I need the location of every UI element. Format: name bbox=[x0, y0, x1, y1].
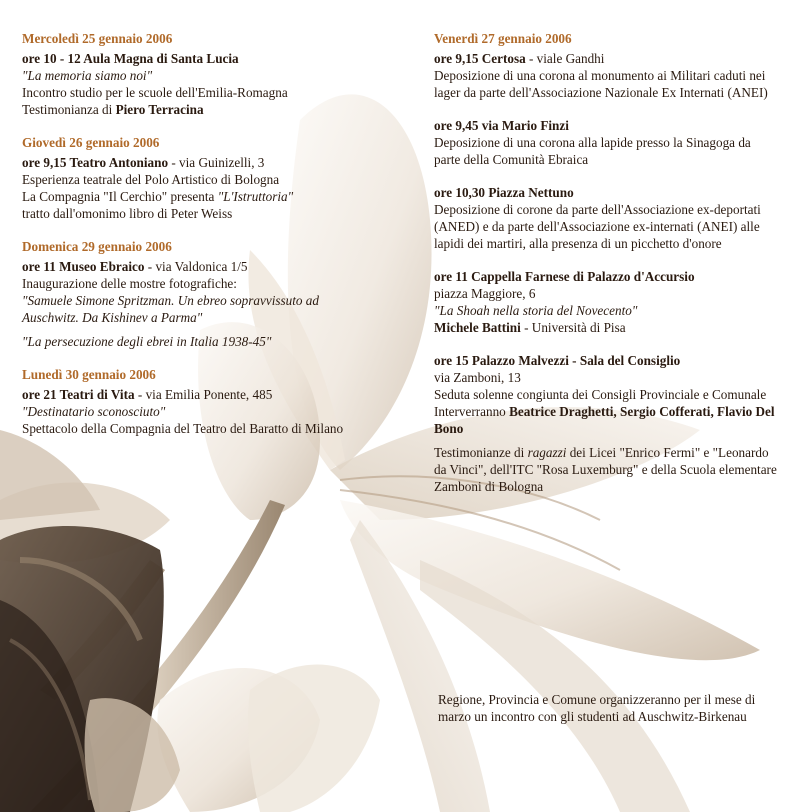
event-heading bbox=[434, 268, 779, 285]
event-time-venue: ore 9,15 Certosa bbox=[434, 51, 526, 66]
speaker-name: Beatrice Draghetti, Sergio Cofferati, Flavio Del Bono bbox=[434, 404, 775, 436]
event-detail bbox=[434, 403, 779, 437]
italic-title: "L'Istruttoria" bbox=[217, 189, 294, 204]
day-block bbox=[22, 366, 362, 437]
event-time-venue: ore 10 - 12 Aula Magna di Santa Lucia bbox=[22, 51, 239, 66]
speaker-name: Michele Battini bbox=[434, 320, 521, 335]
event-heading bbox=[22, 386, 362, 403]
event-time-venue: ore 9,15 Teatro Antoniano bbox=[22, 155, 169, 170]
event-detail: Deposizione di una corona al monumento ai Militari caduti nei lager da parte dell'Associazione Nazionale Ex Internati (ANEI) bbox=[434, 68, 768, 100]
event bbox=[22, 154, 362, 222]
event bbox=[22, 258, 362, 350]
event-time-venue: ore 9,45 via Mario Finzi bbox=[434, 118, 569, 133]
event-address: - via Guinizelli, 3 bbox=[168, 155, 265, 170]
event-time-venue: ore 11 Cappella Farnese di Palazzo d'Accursio bbox=[434, 269, 695, 284]
event-detail: Inaugurazione delle mostre fotografiche: bbox=[22, 276, 237, 291]
event-heading bbox=[22, 50, 362, 67]
detail-text: La Compagnia "Il Cerchio" presenta bbox=[22, 189, 218, 204]
event-heading bbox=[434, 117, 779, 134]
event-address: - viale Gandhi bbox=[525, 51, 605, 66]
day-date: Lunedì 30 gennaio 2006 bbox=[22, 367, 156, 382]
event-heading bbox=[434, 352, 779, 369]
day-block bbox=[22, 134, 362, 222]
event-detail: "La memoria siamo noi" bbox=[22, 68, 153, 83]
event-detail: Deposizione di una corona alla lapide presso la Sinagoga da parte della Comunità Ebraica bbox=[434, 135, 751, 167]
day-date: Venerdì 27 gennaio 2006 bbox=[434, 31, 572, 46]
event-detail: Spettacolo della Compagnia del Teatro del Baratto di Milano bbox=[22, 421, 344, 436]
event bbox=[434, 352, 779, 495]
event-heading bbox=[22, 154, 362, 171]
event-detail bbox=[434, 319, 779, 336]
detail-text: Interverranno bbox=[434, 404, 510, 419]
day-date: Domenica 29 gennaio 2006 bbox=[22, 239, 172, 254]
event-time-venue: ore 15 Palazzo Malvezzi - Sala del Consiglio bbox=[434, 353, 681, 368]
right-column bbox=[434, 30, 779, 511]
event-detail bbox=[22, 188, 362, 205]
event-detail: "Destinatario sconosciuto" bbox=[22, 404, 166, 419]
event-heading bbox=[434, 184, 779, 201]
event-address: - via Emilia Ponente, 485 bbox=[134, 387, 273, 402]
event-detail bbox=[434, 444, 779, 495]
event-detail bbox=[22, 101, 362, 118]
day-block bbox=[434, 30, 779, 495]
event-time-venue: ore 10,30 Piazza Nettuno bbox=[434, 185, 574, 200]
event-detail: "Samuele Simone Spritzman. Un ebreo sopravvissuto ad Auschwitz. Da Kishinev a Parma" bbox=[22, 293, 319, 325]
event bbox=[434, 117, 779, 168]
footer-note: Regione, Provincia e Comune organizzeranno per il mese di marzo un incontro con gli studenti ad Auschwitz-Birkenau bbox=[438, 692, 756, 724]
detail-text: dei Licei "Enrico Fermi" e "Leonardo da Vinci", dell'ITC "Rosa Luxemburg" e della Scuola elementare Zamboni di Bologna bbox=[434, 445, 777, 494]
event-detail: "La persecuzione degli ebrei in Italia 1938-45" bbox=[22, 334, 272, 349]
event-heading bbox=[22, 258, 362, 275]
event bbox=[22, 386, 362, 437]
detail-text: - Università di Pisa bbox=[520, 320, 626, 335]
event-detail: Seduta solenne congiunta dei Consigli Provinciale e Comunale bbox=[434, 387, 767, 402]
event-detail: "La Shoah nella storia del Novecento" bbox=[434, 303, 638, 318]
detail-text: Testimonianza di bbox=[22, 102, 116, 117]
day-date: Mercoledì 25 gennaio 2006 bbox=[22, 31, 173, 46]
detail-text: Testimonianze di bbox=[434, 445, 528, 460]
day-block bbox=[22, 30, 362, 118]
event-detail: piazza Maggiore, 6 bbox=[434, 286, 536, 301]
left-column bbox=[22, 30, 362, 453]
event bbox=[434, 268, 779, 336]
event bbox=[22, 50, 362, 118]
day-date: Giovedì 26 gennaio 2006 bbox=[22, 135, 160, 150]
event-detail: Incontro studio per le scuole dell'Emilia-Romagna bbox=[22, 85, 288, 100]
event-detail: via Zamboni, 13 bbox=[434, 370, 521, 385]
day-block bbox=[22, 238, 362, 350]
event-detail: tratto dall'omonimo libro di Peter Weiss bbox=[22, 206, 233, 221]
event-time-venue: ore 11 Museo Ebraico bbox=[22, 259, 145, 274]
event-time-venue: ore 21 Teatri di Vita bbox=[22, 387, 135, 402]
italic-title: ragazzi bbox=[527, 445, 567, 460]
event-address: - via Valdonica 1/5 bbox=[144, 259, 248, 274]
event-detail: Esperienza teatrale del Polo Artistico di Bologna bbox=[22, 172, 280, 187]
speaker-name: Piero Terracina bbox=[115, 102, 204, 117]
lily-bud-bottom bbox=[248, 665, 380, 812]
event bbox=[434, 50, 779, 101]
event-detail: Deposizione di corone da parte dell'Associazione ex-deportati (ANED) e da parte dell'Associazione ex-internati (ANEI) alle lapidi dei martiri, alla presenza di un picchetto d'onore bbox=[434, 202, 761, 251]
event bbox=[434, 184, 779, 252]
event-heading bbox=[434, 50, 779, 67]
